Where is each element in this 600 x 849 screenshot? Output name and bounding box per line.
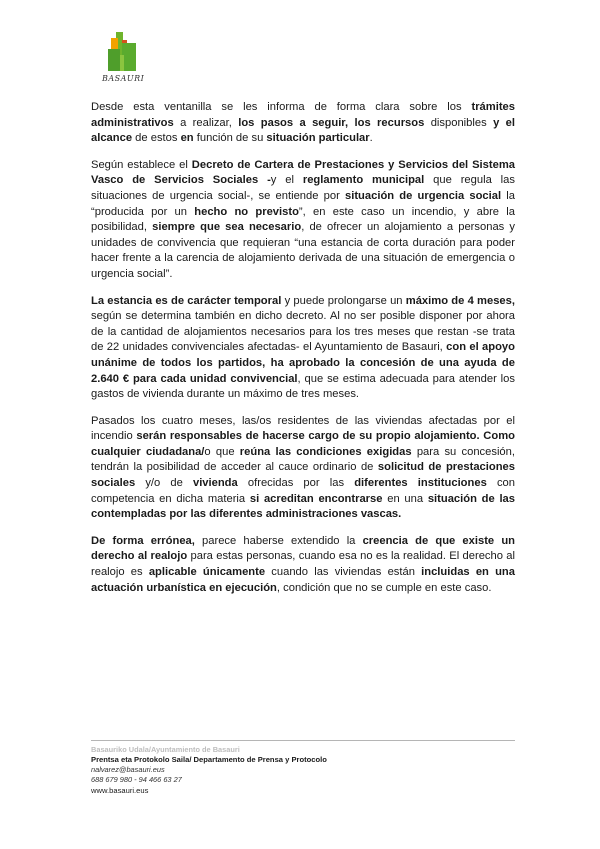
text-run: . <box>369 132 373 145</box>
paragraph <box>91 534 515 596</box>
text-run: cuando las viviendas están <box>265 566 422 579</box>
bold-text: vivienda <box>192 477 238 490</box>
text-run: parece haberse extendido la <box>194 534 363 547</box>
bold-text: situación de urgencia social <box>345 189 502 202</box>
text-run: que regula las situaciones de urgencia social-, se entiende por <box>91 174 515 202</box>
text-run: ”, en este caso un incendio, y abre la posibilidad, <box>91 205 515 234</box>
bold-text: trámites administrativos <box>91 101 515 129</box>
footer-divider <box>91 740 515 741</box>
footer-organization: Basauriko Udala/Ayuntamiento de Basauri <box>91 745 240 754</box>
text-run: de estos <box>132 132 181 145</box>
text-run: o que <box>204 445 240 458</box>
paragraph <box>91 100 515 147</box>
bold-text: diferentes instituciones <box>354 477 487 490</box>
footer-department: Prentsa eta Protokolo Saila/ Departamento de Prensa y Protocolo <box>91 755 327 764</box>
paragraph <box>91 294 515 403</box>
bold-text: La estancia es de carácter temporal <box>91 294 282 307</box>
text-run: ofrecidas por las <box>237 477 355 490</box>
bold-text: si acreditan encontrarse <box>249 492 383 505</box>
footer-phone: 688 679 980 - 94 466 63 27 <box>91 775 182 784</box>
footer-email[interactable]: nalvarez@basauri.eus <box>91 765 165 774</box>
text-run: para estas personas, cuando esa no es la realidad. El derecho al realojo es <box>91 550 515 579</box>
bold-text: De forma errónea, <box>91 534 195 547</box>
text-run: función de su <box>193 132 267 145</box>
footer <box>91 740 515 796</box>
bold-text: siempre que sea necesario <box>152 221 302 234</box>
bold-text: creencia de que existe un derecho al realojo <box>91 534 515 563</box>
logo-wordmark: BASAURI <box>102 74 145 83</box>
bold-text: Como cualquier ciudadana/ <box>91 430 515 458</box>
bold-text: en <box>180 132 194 145</box>
bold-text: serán responsables de hacerse cargo de su propio alojamiento. <box>136 430 480 443</box>
basauri-logo <box>100 30 160 88</box>
text-run: disponibles <box>424 116 494 129</box>
bold-text: incluidas en una actuación urbanística en ejecución <box>91 566 515 594</box>
text-run: a realizar, <box>173 116 239 129</box>
text-run: , condición que no se cumple en este caso. <box>276 581 492 594</box>
text-run: Según establece el <box>91 158 192 171</box>
footer-website[interactable]: www.basauri.eus <box>91 786 149 795</box>
bold-text: hecho no previsto <box>194 205 299 218</box>
bold-text: Decreto de Cartera de Prestaciones y Servicios del Sistema Vasco de Servicios Sociales - <box>91 158 516 187</box>
bold-text: máximo de 4 meses, <box>405 294 515 307</box>
document-body <box>91 100 515 607</box>
paragraph <box>91 414 515 523</box>
bold-text: situación de las contempladas por las diferentes administraciones vascas. <box>91 492 516 521</box>
bold-text: reúna las condiciones exigidas <box>239 445 412 458</box>
text-run: y el <box>270 174 303 187</box>
bold-text: aplicable únicamente <box>148 566 266 579</box>
text-run: Desde esta ventanilla se les informa de forma clara sobre los <box>91 101 472 113</box>
text-run: con competencia en dicha materia <box>91 477 515 505</box>
bold-text: solicitud de prestaciones sociales <box>91 461 515 490</box>
text-run: según se determina también en dicho decreto. Al no ser posible disponer por ahora de la cantidad de alojamientos necesarios para los tres meses que restan -se trata de 22 unidades convivenciales afectadas- el Ayuntamiento de Basauri, <box>91 310 515 354</box>
bold-text: con el apoyo unánime de todos los partidos, ha aprobado la concesión de una ayuda de 2.640 € para cada unidad convivencial <box>91 341 515 385</box>
text-run: la “producida por un <box>91 189 515 218</box>
bold-text: y el alcance <box>91 116 515 145</box>
paragraph <box>91 158 515 283</box>
bold-text: situación particular <box>266 132 370 145</box>
bold-text: los pasos a seguir, los recursos <box>238 116 425 129</box>
text-run: y/o de <box>135 477 193 490</box>
text-run: para su concesión, tendrán la posibilidad de acceder al cauce ordinario de <box>91 445 515 474</box>
bold-text: reglamento municipal <box>302 174 425 187</box>
text-run: Pasados los cuatro meses, las/os residentes de las viviendas afectadas por el incendio <box>91 414 515 443</box>
basauri-logo-mark <box>100 30 144 72</box>
text-run: , de ofrecer un alojamiento a personas y unidades de convivencia que requieran “una estancia de corta duración para poder hacer frente a la carencia de alojamiento derivada de una situación de emergencia o urgencia social”. <box>91 221 515 280</box>
text-run: , que se estima adecuada para atender los gastos de vivienda durante un máximo de tres meses. <box>91 372 515 401</box>
text-run: en una <box>382 492 428 505</box>
text-run: y puede prolongarse un <box>281 294 406 307</box>
